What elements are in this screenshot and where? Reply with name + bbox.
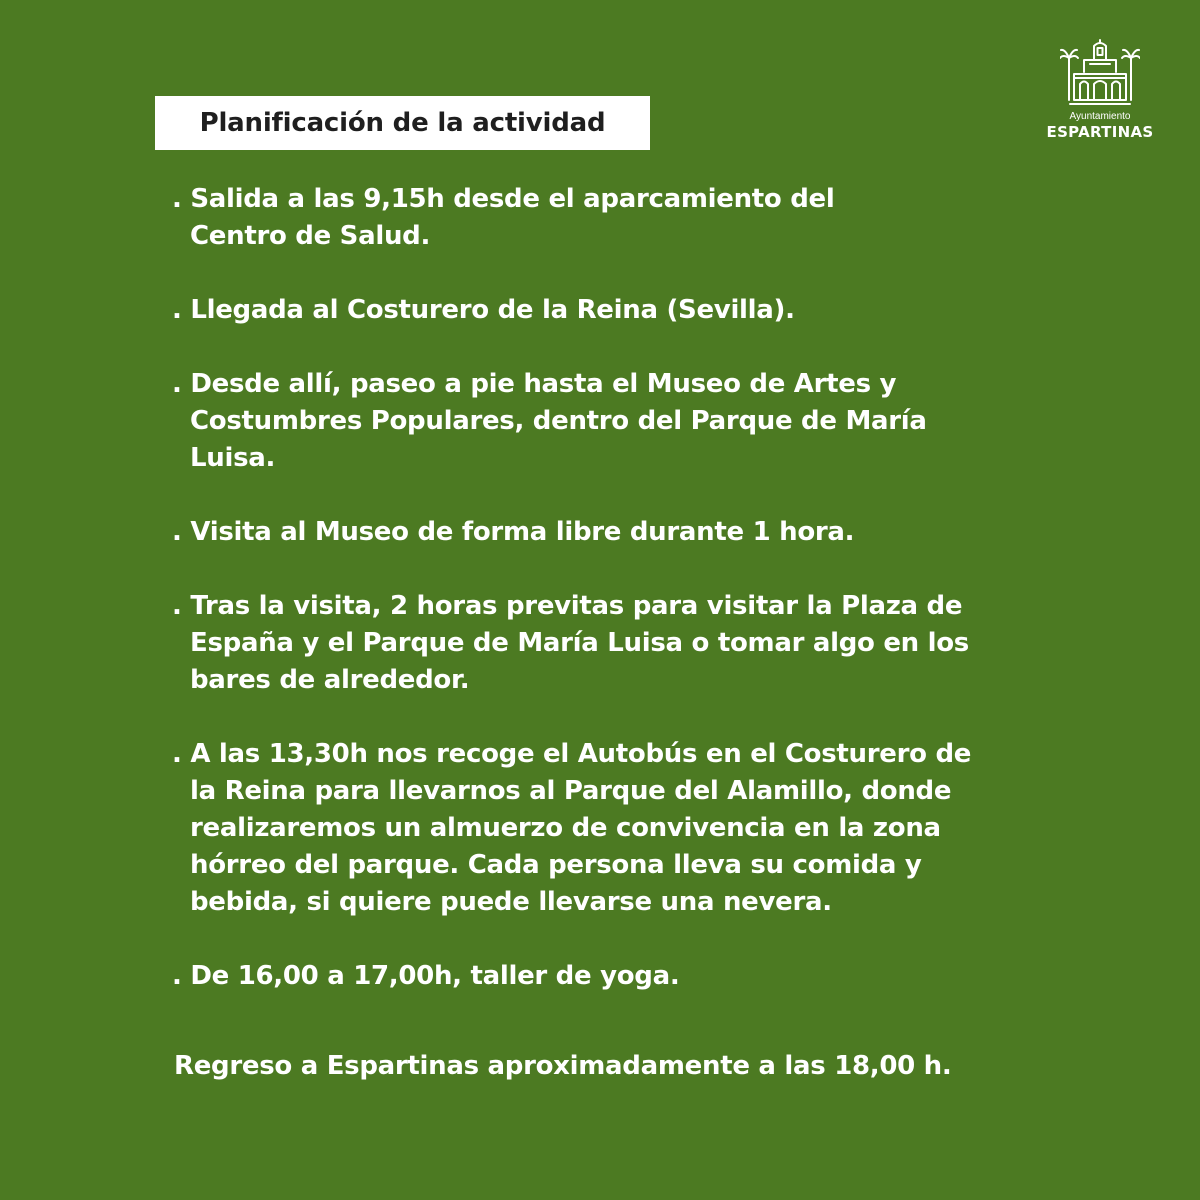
list-item-line: bebida, si quiere puede llevarse una nevera. (190, 887, 832, 917)
page-title: Planificación de la actividad (199, 108, 606, 138)
list-item-line: Salida a las 9,15h desde el aparcamiento del (190, 184, 835, 214)
list-item-line: Costumbres Populares, dentro del Parque de María (190, 406, 927, 436)
list-item-line: bares de alrededor. (190, 665, 470, 695)
logo-big-text: ESPARTINAS (1046, 123, 1154, 141)
list-item-line: Luisa. (190, 443, 276, 473)
list-item-line: la Reina para llevarnos al Parque del Alamillo, donde (190, 776, 952, 806)
list-item (172, 366, 1082, 477)
list-item-line: realizaremos un almuerzo de convivencia en la zona (190, 813, 941, 843)
list-bullet: . (172, 517, 191, 547)
list-item (172, 292, 1082, 329)
list-item-line: hórreo del parque. Cada persona lleva su comida y (190, 850, 922, 880)
list-item-line: Visita al Museo de forma libre durante 1 hora. (190, 517, 855, 547)
list-item (172, 181, 1082, 255)
list-item (172, 736, 1082, 921)
list-bullet: . (172, 184, 191, 214)
list-item (172, 514, 1082, 551)
list-item-line: De 16,00 a 17,00h, taller de yoga. (190, 961, 680, 991)
closing-text: Regreso a Espartinas aproximadamente a las 18,00 h. (174, 1051, 952, 1081)
list-item-line: Llegada al Costurero de la Reina (Sevilla). (190, 295, 795, 325)
list-item-line: Desde allí, paseo a pie hasta el Museo de Artes y (190, 369, 897, 399)
list-item-line: Centro de Salud. (190, 221, 431, 251)
town-hall-palm-trees-icon (1060, 38, 1140, 108)
list-item-line: A las 13,30h nos recoge el Autobús en el Costurero de (190, 739, 972, 769)
list-bullet: . (172, 591, 191, 621)
logo-small-text: Ayuntamiento (1069, 111, 1131, 122)
list-bullet: . (172, 739, 191, 769)
list-item (172, 588, 1082, 699)
title-box (155, 96, 650, 150)
list-bullet: . (172, 369, 191, 399)
ayuntamiento-logo (1035, 38, 1165, 148)
activity-list (172, 181, 1082, 1032)
list-item (172, 958, 1082, 995)
list-item-line: España y el Parque de María Luisa o tomar algo en los (190, 628, 969, 658)
list-item-line: Tras la visita, 2 horas previtas para visitar la Plaza de (190, 591, 963, 621)
list-bullet: . (172, 295, 191, 325)
list-bullet: . (172, 961, 191, 991)
